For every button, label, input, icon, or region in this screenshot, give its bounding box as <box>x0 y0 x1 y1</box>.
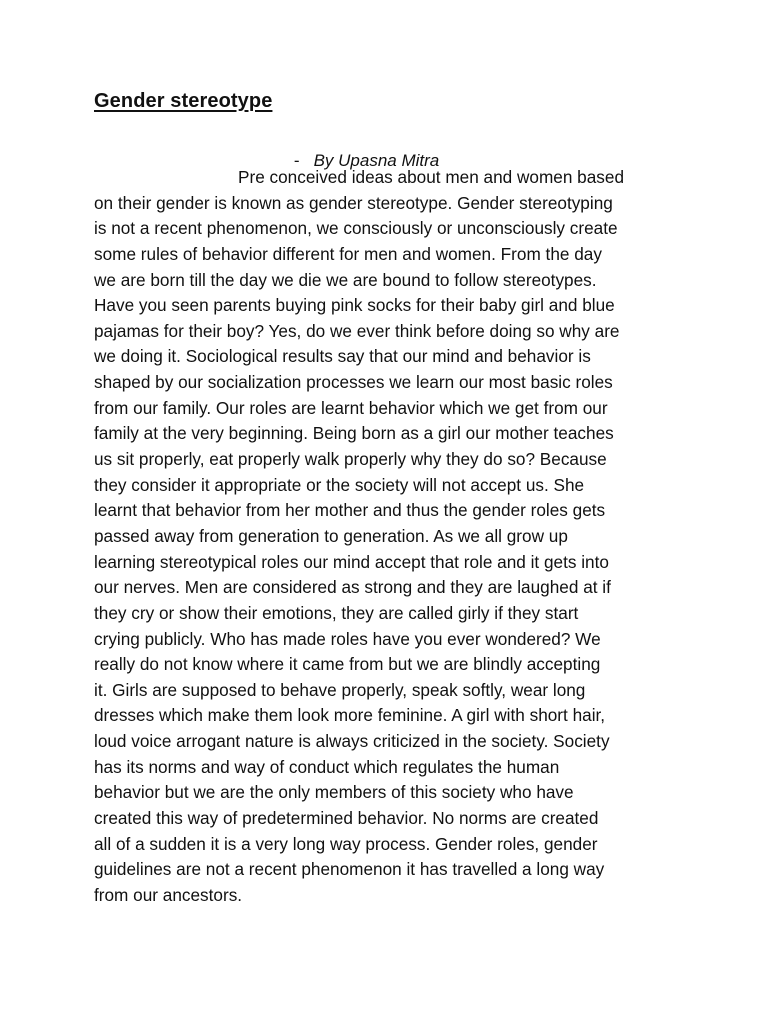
paragraph-line: is not a recent phenomenon, we consciously or unconsciously create <box>94 218 618 239</box>
paragraph-line: passed away from generation to generation. As we all grow up <box>94 525 568 546</box>
body-paragraph <box>94 165 694 909</box>
byline-author: By Upasna Mitra <box>313 151 440 170</box>
paragraph-line: some rules of behavior different for men and women. From the day <box>94 243 602 264</box>
document-title: Gender stereotype <box>94 90 273 112</box>
paragraph-line: they consider it appropriate or the society will not accept us. She <box>94 474 585 495</box>
paragraph-line: we doing it. Sociological results say that our mind and behavior is <box>94 346 591 367</box>
paragraph-line: learnt that behavior from her mother and thus the gender roles gets <box>94 500 606 521</box>
paragraph-line: really do not know where it came from but we are blindly accepting <box>94 654 601 675</box>
paragraph-line: guidelines are not a recent phenomenon it has travelled a long way <box>94 859 605 880</box>
paragraph-line: on their gender is known as gender stereotype. Gender stereotyping <box>94 192 613 213</box>
paragraph-line: we are born till the day we die we are bound to follow stereotypes. <box>94 269 597 290</box>
paragraph-line: shaped by our socialization processes we learn our most basic roles <box>94 372 613 393</box>
paragraph-line: loud voice arrogant nature is always criticized in the society. Society <box>94 731 610 752</box>
paragraph-line: they cry or show their emotions, they are called girly if they start <box>94 602 579 623</box>
paragraph-line: from our ancestors. <box>94 884 243 905</box>
paragraph-line: crying publicly. Who has made roles have you ever wondered? We <box>94 628 601 649</box>
paragraph-line: Pre conceived ideas about men and women based <box>238 167 625 187</box>
paragraph-line: pajamas for their boy? Yes, do we ever think before doing so why are <box>94 320 620 341</box>
paragraph-line: Have you seen parents buying pink socks for their baby girl and blue <box>94 295 615 316</box>
paragraph-line: has its norms and way of conduct which regulates the human <box>94 756 560 777</box>
paragraph-line: us sit properly, eat properly walk properly why they do so? Because <box>94 449 607 470</box>
paragraph-line: our nerves. Men are considered as strong and they are laughed at if <box>94 577 611 598</box>
paragraph-line: family at the very beginning. Being born as a girl our mother teaches <box>94 423 614 444</box>
paragraph-line: all of a sudden it is a very long way process. Gender roles, gender <box>94 833 598 854</box>
paragraph-line: it. Girls are supposed to behave properly, speak softly, wear long <box>94 679 586 700</box>
byline-dash: - <box>293 151 300 170</box>
paragraph-line: dresses which make them look more feminine. A girl with short hair, <box>94 705 606 726</box>
paragraph-line: created this way of predetermined behavior. No norms are created <box>94 808 599 829</box>
paragraph-line: from our family. Our roles are learnt behavior which we get from our <box>94 397 608 418</box>
paragraph-line: learning stereotypical roles our mind accept that role and it gets into <box>94 551 609 572</box>
paragraph-line: behavior but we are the only members of this society who have <box>94 782 574 803</box>
